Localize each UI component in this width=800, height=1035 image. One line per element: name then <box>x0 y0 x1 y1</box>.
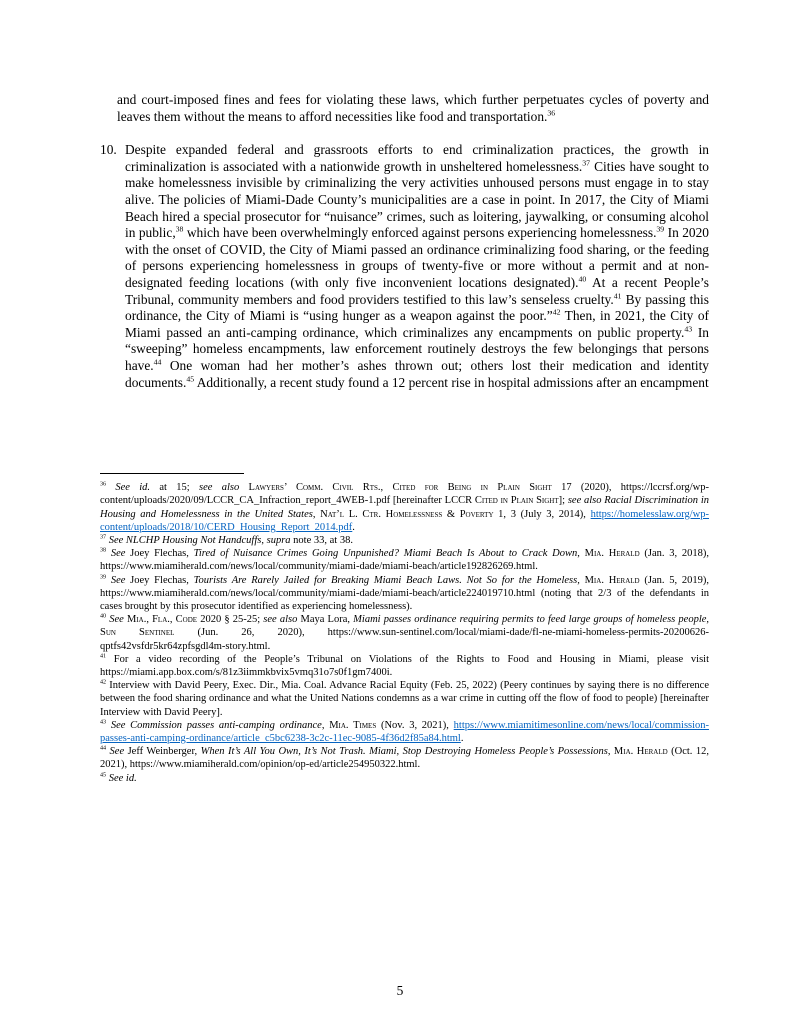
text-run: Nat’l L. Ctr. Homelessness & Poverty <box>320 508 494 520</box>
text-run: supra <box>266 534 291 546</box>
footnote-ref: 37 <box>100 534 107 541</box>
footnote-ref: 39 <box>100 574 107 581</box>
text-run: note 33, at 38. <box>290 534 353 546</box>
text-run: See NLCHP Housing Not Handcuffs <box>108 534 262 546</box>
text-run: , <box>607 746 614 758</box>
text-run: Despite expanded federal and grassroots efforts to end criminalization practices, the growth in criminalization is associated with a nationwide growth in unsheltered homelessness. <box>125 142 709 174</box>
text-run: Mia., Fla., Code <box>126 614 198 626</box>
text-run: (Jan. 5, 2019), https://www.miamiherald.com/news/local/community/miami-dade/miami-beach/article224019710.html (noting that 2/3 of the defendants in cases brought by this prosecutor identified as experiencing homelessness). <box>100 574 710 612</box>
footnote-37 <box>100 534 709 547</box>
text-run: In 2020 with the onset of COVID, the City of Miami passed an ordinance criminalizing food sharing, or the feeding of persons experiencing homelessness in groups of twenty-five or more without a permit and at non-designated feeding locations (with only five inconvenient locations designated). <box>125 225 709 290</box>
text-run: 17 (2020), https://lccrsf.org/wp-content/uploads/2020/09/LCCR_CA_Infraction_report_4WEB-1.pdf [hereinafter <box>100 482 709 507</box>
text-run: Interview with David Peery, Exec. Dir., Mia. Coal. Advance Racial Equity (Feb. 25, 2022) (Peery continues by saying there is no difference between the food sharing ordinance and what the United Nations condemns as a war crime in cutting off the flow of food to people) [hereinafter Interview with David Peery]. <box>100 680 709 718</box>
text-run: Then, in 2021, the City of Miami passed an anti-camping ordinance, which criminalizes any encampments on public property. <box>125 308 709 340</box>
text-run: 2020 § 25-25; <box>197 614 264 626</box>
text-run: Joey Flechas, <box>125 574 194 586</box>
footnote-ref: 36 <box>547 108 556 118</box>
text-run: 1, 3 (July 3, 2014), <box>493 508 591 520</box>
footnote-ref: 45 <box>186 374 195 384</box>
text-run: see also Racial Discrimination in Housing and Homelessness in the United States <box>100 495 709 520</box>
text-run: See <box>110 548 126 560</box>
text-run: Mia. Herald <box>584 548 640 560</box>
footnote-ref: 42 <box>552 307 561 317</box>
text-run: See id. <box>115 482 151 494</box>
footnote-ref: 38 <box>175 224 184 234</box>
text-run <box>239 482 248 493</box>
text-run: , <box>321 719 330 731</box>
footnote-45 <box>100 772 709 785</box>
text-run: See id. <box>108 772 137 784</box>
text-run: See <box>109 746 125 758</box>
text-run: Maya Lora, <box>297 614 354 626</box>
footnote-separator <box>100 473 244 474</box>
text-run: By passing this ordinance, the City of Miami is “using hunger as a weapon against the poor.” <box>125 291 709 324</box>
footnote-40 <box>100 613 709 653</box>
page-number: 5 <box>396 983 404 998</box>
text-run: See <box>110 574 126 586</box>
text-run: at 15; <box>150 482 199 494</box>
footnote-ref: 39 <box>656 224 665 234</box>
text-run: Miami passes ordinance requiring permits to feed large groups of homeless people <box>353 614 707 626</box>
hyperlink[interactable]: https://www.miamitimesonline.com/news/local/commission-passes-anti-camping-ordinance/article_c5bc6238-3c2c-11ec-9085-4f36d2f85a84.html <box>100 719 710 744</box>
numbered-paragraph-10 <box>100 142 709 391</box>
text-run: See <box>109 614 124 626</box>
footnote-42 <box>100 679 709 719</box>
text-run: Mia. Herald <box>613 746 668 758</box>
text-run: Cities have sought to make homelessness invisible by criminalizing the very activities unhoused persons must engage in to stay alive. The policies of Miami-Dade County’s municipalities are a case in point. In 2017, the City of Miami Beach hired a special prosecutor for “nuisance” crimes, such as loitering, jaywalking, or consuming alcohol in public, <box>125 158 710 241</box>
footnote-ref: 37 <box>582 158 591 168</box>
text-run: (Oct. 12, 2021), https://www.miamiherald.com/opinion/op-ed/article254950322.html. <box>100 746 709 771</box>
text-run: , <box>577 548 585 560</box>
footnote-ref: 40 <box>100 613 107 620</box>
text-run: When It’s All You Own, It’s Not Trash. Miami, Stop Destroying Homeless People’s Possessions <box>200 746 608 758</box>
text-run: (Jan. 3, 2018), https://www.miamiherald.com/news/local/community/miami-dade/miami-beach/article192826269.html. <box>100 548 710 573</box>
footnote-ref: 42 <box>100 679 107 686</box>
text-run: , <box>261 534 267 546</box>
text-run: In “sweeping” homeless encampments, law enforcement routinely destroys the few belongings that persons have. <box>125 324 709 373</box>
text-run: . <box>460 732 464 744</box>
text-run: Additionally, a recent study found a 12 percent rise in hospital admissions after an encampment <box>194 374 709 390</box>
text-run: One woman had her mother’s ashes thrown out; others lost their medication and identity documents. <box>125 357 709 390</box>
text-run: Sun Sentinel <box>100 627 175 639</box>
text-run: . <box>352 521 355 533</box>
text-run: Mia. Times <box>329 719 377 731</box>
text-run: see also <box>263 614 298 626</box>
text-run: ]; <box>558 495 568 507</box>
footnotes-section <box>100 481 709 785</box>
hyperlink[interactable]: https://homelesslaw.org/wp-content/uploads/2018/10/CERD_Housing_Report_2014.pdf <box>100 508 710 533</box>
text-run: , <box>312 508 321 520</box>
text-run: see also <box>198 482 240 494</box>
text-run: Joey Flechas, <box>125 548 194 560</box>
footnote-ref: 43 <box>100 719 107 726</box>
text-run: (Nov. 3, 2021), <box>376 719 454 731</box>
text-run: , <box>706 614 710 626</box>
text-run: For a video recording of the People’s Tribunal on Violations of the Rights to Food and Housing in Miami, please visit https://miami.app.box.com/s/81z3iimmkbvix5vmq31o7s0f1gm7400i. <box>100 653 709 678</box>
text-run: At a recent People’s Tribunal, community members and food providers testified to this law’s senseless cruelty. <box>125 274 709 307</box>
footnote-ref: 45 <box>100 772 107 779</box>
text-run: LCCR Cited in Plain Sight <box>444 495 559 507</box>
paragraph-10-text <box>125 142 709 391</box>
text-run: and court-imposed fines and fees for violating these laws, which further perpetuates cycles of poverty and leaves them without the means to afford necessities like food and transportation. <box>117 92 709 124</box>
text-run: Mia. Herald <box>584 574 640 586</box>
text-run: Tired of Nuisance Crimes Going Unpunished? Miami Beach Is About to Crack Down <box>193 548 578 560</box>
text-run: Lawyers’ Comm. Civil Rts., Cited for Being in Plain Sight <box>248 482 552 494</box>
footnote-ref: 44 <box>153 357 162 367</box>
footnote-39 <box>100 574 709 614</box>
footnote-ref: 44 <box>100 745 107 752</box>
footnote-ref: 41 <box>100 653 107 660</box>
text-run <box>106 482 115 493</box>
footnote-ref: 40 <box>578 274 587 284</box>
text-run: which have been overwhelmingly enforced against persons experiencing homelessness. <box>183 225 657 241</box>
continuation-paragraph <box>117 92 709 125</box>
footnote-44 <box>100 745 709 771</box>
footnote-41 <box>100 653 709 679</box>
footnote-38 <box>100 547 709 573</box>
footnote-ref: 36 <box>100 481 107 488</box>
footnote-43 <box>100 719 709 745</box>
text-run: Tourists Are Rarely Jailed for Breaking Miami Beach Laws. Not So for the Homeless, <box>193 574 580 586</box>
footnote-ref: 43 <box>684 324 693 334</box>
footnote-ref: 38 <box>100 547 107 554</box>
text-run: See Commission passes anti-camping ordinance <box>110 719 322 731</box>
paragraph-number: 10. <box>100 142 117 158</box>
footnote-36 <box>100 481 709 534</box>
footnote-ref: 41 <box>613 291 622 301</box>
text-run: (Jun. 26, 2020), https://www.sun-sentinel.com/local/miami-dade/fl-ne-miami-homeless-permits-20200626-qptfs42vsfdr5kr64zpfsgdl4m-story.html. <box>100 627 709 652</box>
text-run: Jeff Weinberger, <box>124 746 201 758</box>
